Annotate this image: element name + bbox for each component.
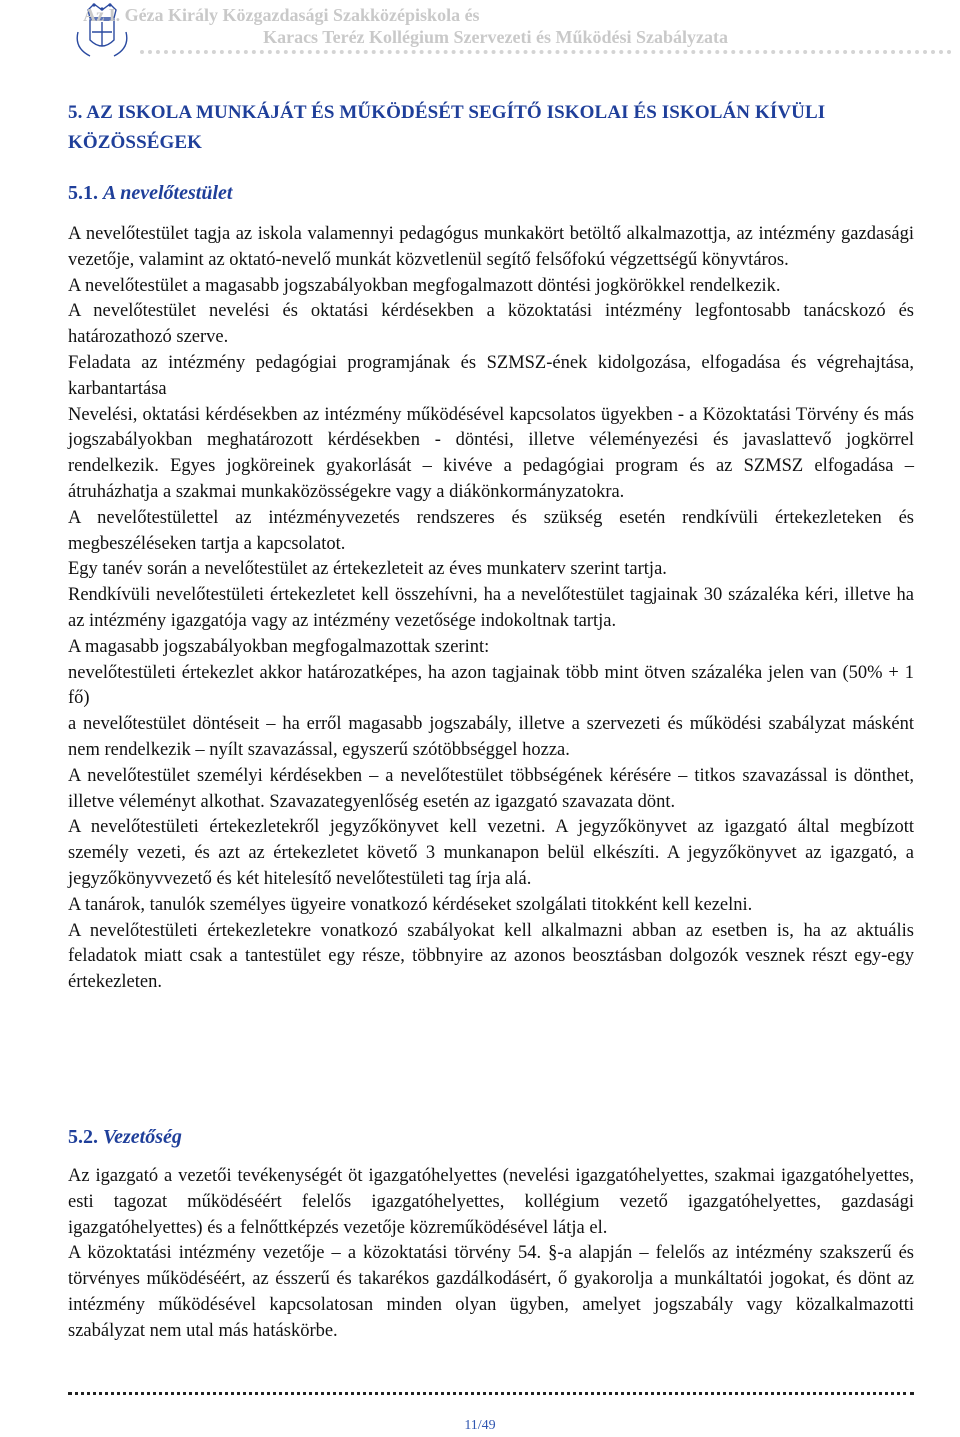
section-title: Vezetőség (103, 1126, 182, 1148)
paragraph: Rendkívüli nevelőtestületi értekezletet kell összehívni, ha a nevelőtestület tagjainak 30 százaléka kéri, illetve ha az intézmény igazgatója vagy az intézmény vezetősége indokoltnak tartja. (68, 585, 914, 631)
paragraph: A tanárok, tanulók személyes ügyeire vonatkozó kérdéseket szolgálati titokként kell kezelni. (68, 894, 753, 915)
header-title (83, 4, 728, 48)
paragraph: nevelőtestületi értekezlet akkor határozatképes, ha azon tagjainak több mint ötven százaléka jelen van (50% + 1 fő) (68, 662, 914, 709)
paragraph: a nevelőtestület döntéseit – ha erről magasabb jogszabály, illetve a szervezeti és működési szabályzat másként nem rendelkezik – nyílt szavazással, egyszerű szótöbbséggel hozza. (68, 714, 914, 760)
page-header (0, 0, 960, 70)
header-title-line2: Karacs Teréz Kollégium Szervezeti és Működési Szabályzata (263, 27, 728, 47)
section-5-2-text (68, 1164, 914, 1345)
document-body (68, 98, 914, 1341)
paragraph: A közoktatási intézmény vezetője – a közoktatási törvény 54. §-a alapján – felelős az intézmény szakszerű és törvényes működéséért, az ésszerű és takarékos gazdálkodásért, ő gyakorolja a munkáltatói jogokat, és dönt az intézmény működésével kapcsolatosan minden olyan ügyben, amelyet jogszabály vagy közalkalmazotti szabályzat nem utal más hatáskörbe. (68, 1243, 914, 1341)
paragraph: Egy tanév során a nevelőtestület az értekezleteit az éves munkaterv szerint tartja. (68, 559, 667, 580)
chapter-title-line2: KÖZÖSSÉGEK (68, 132, 203, 153)
section-title: A nevelőtestület (103, 182, 233, 204)
section-heading-5-2 (68, 1124, 182, 1150)
header-title-line1: Az I. Géza Király Közgazdasági Szakközépiskola és (83, 5, 480, 25)
paragraph: A nevelőtestület személyi kérdésekben – a nevelőtestület többségének kérésére – titkos szavazással is dönthet, illetve véleményt alkothat. Szavazategyenlőség esetén az igazgató szavazata dönt. (68, 765, 914, 812)
paragraph: A nevelőtestület nevelési és oktatási kérdésekben a közoktatási intézmény legfontosabb tanácskozó és határozathozó szerve. (68, 301, 914, 348)
chapter-heading (68, 98, 914, 158)
chapter-number: 5. (68, 102, 83, 123)
paragraph: A nevelőtestület tagja az iskola valamennyi pedagógus munkakört betöltő alkalmazottja, az intézmény gazdasági vezetője, valamint az oktató-nevelő munkát közvetlenül segítő felsőfokú végzettségű könyvtáros. (68, 224, 914, 270)
header-divider (140, 50, 952, 54)
footer-divider (68, 1392, 914, 1395)
paragraph: Az igazgató a vezetői tevékenységét öt igazgatóhelyettes (nevelési igazgatóhelyettes, szakmai igazgatóhelyettes, esti tagozat működéséért felelős igazgatóhelyettes, kollégium vezető igazgatóhelyettes, gazdasági igazgatóhelyettes) és a felnőttképzés vezetője közreműködésével látja el. (68, 1166, 914, 1238)
section-number: 5.2. (68, 1126, 98, 1148)
paragraph: Nevelési, oktatási kérdésekben az intézmény működésével kapcsolatos ügyekben - a Közoktatási Törvény és más jogszabályokban meghatározott kérdésekben - döntési, illetve véleményezési és javaslattevő jogkörrel rendelkezik. Egyes jogköreinek gyakorlását – kivéve a pedagógiai program és az SZMSZ elfogadása – átruházhatja a szakmai munkaközösségekre vagy a diákönkormányzatokra. (68, 404, 914, 502)
chapter-title-line1: AZ ISKOLA MUNKÁJÁT ÉS MŰKÖDÉSÉT SEGÍTŐ ISKOLAI ÉS ISKOLÁN KÍVÜLI (86, 102, 826, 123)
section-5-1-text (68, 222, 914, 996)
paragraph: A nevelőtestületi értekezletekről jegyzőkönyvet kell vezetni. A jegyzőkönyvet az igazgató által megbízott személy vezeti, és azt az értekezletet követő 3 munkanapon belül elkészíti. A jegyzőkönyvet az igazgató, a jegyzőkönyvvezető és két hitelesítő nevelőtestületi tag írja alá. (68, 817, 914, 889)
paragraph: A nevelőtestület a magasabb jogszabályokban megfogalmazott döntési jogkörökkel rendelkezik. (68, 275, 781, 296)
paragraph: A nevelőtestülettel az intézményvezetés rendszeres és szükség esetén rendkívüli értekezleteken és megbeszéléseken tartja a kapcsolatot. (68, 507, 914, 554)
paragraph: Feladata az intézmény pedagógiai programjának és SZMSZ-ének kidolgozása, elfogadása és végrehajtása, karbantartása (68, 352, 914, 399)
page-number: 11/49 (464, 1418, 496, 1433)
section-heading-5-1 (68, 180, 232, 206)
paragraph: A magasabb jogszabályokban megfogalmazottak szerint: (68, 636, 490, 657)
section-number: 5.1. (68, 182, 98, 204)
paragraph: A nevelőtestületi értekezletekre vonatkozó szabályokat kell alkalmazni abban az esetben is, ha az aktuális feladatok miatt csak a tantestület egy része, többnyire az azonos beosztásban dolgozók vesznek részt egy-egy értekezleten. (68, 920, 914, 993)
